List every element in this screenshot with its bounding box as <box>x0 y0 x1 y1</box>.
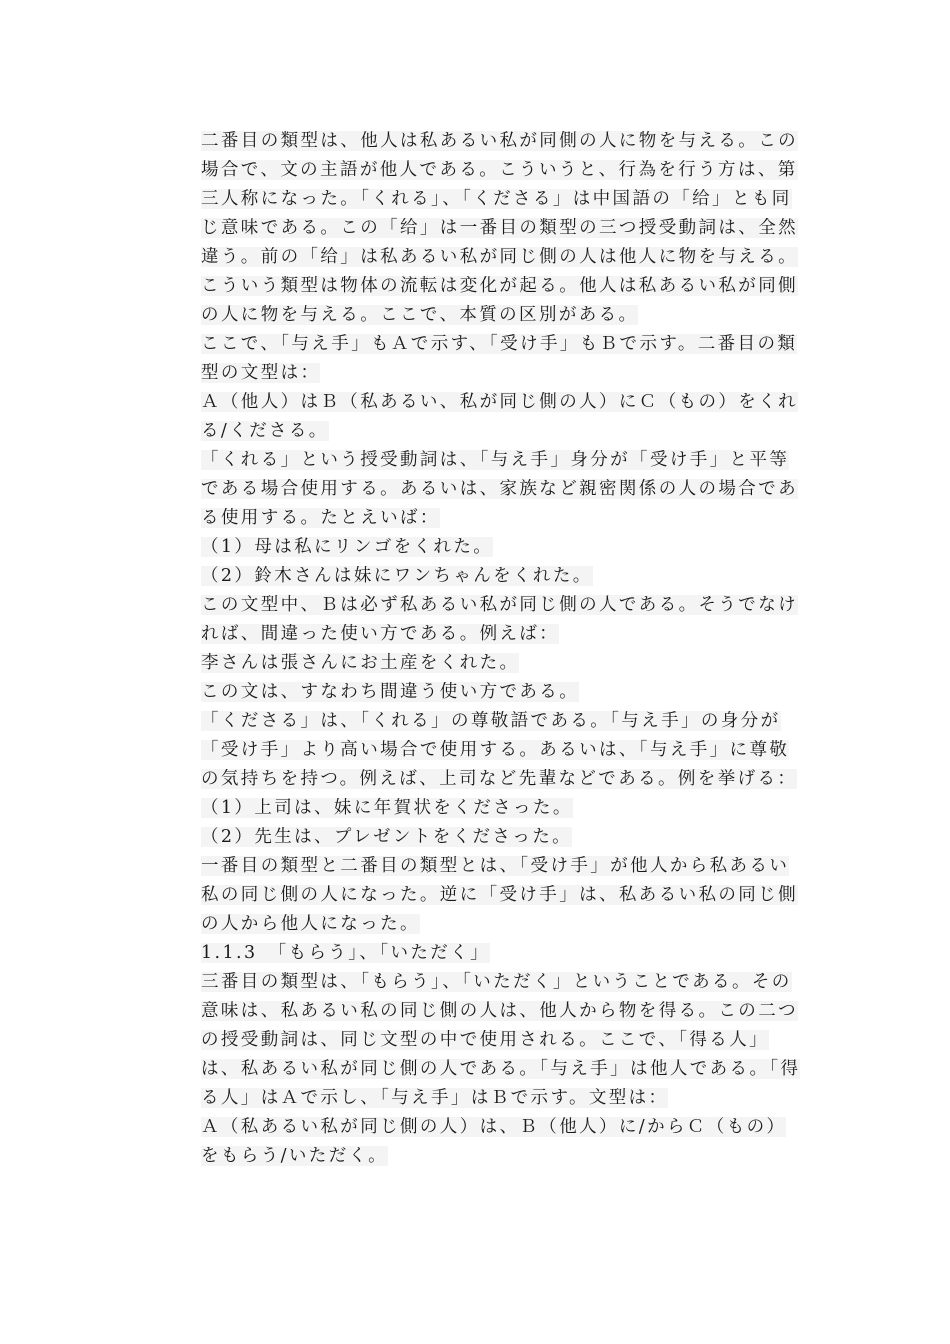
paragraph-text: この文は、すなわち間違う使い方である。 <box>201 682 580 702</box>
paragraph <box>201 446 801 533</box>
paragraph <box>201 649 801 678</box>
paragraph <box>201 1113 801 1171</box>
paragraph-text: （1）上司は、妹に年賀状をくださった。 <box>201 798 573 818</box>
paragraph <box>201 591 801 649</box>
paragraph <box>201 388 801 446</box>
paragraph-text: 三番目の類型は、「もらう」、「いただく」ということである。その意味は、私あるい私の同じ側の人は、他人から物を得る。この二つの授受動詞は、同じ文型の中で使用される。ここで、「得る人」は、私あるい私が同じ側の人である。「与え手」は他人である。「得る人」はＡで示し、「与え手」はＢで示す。文型は： <box>201 972 801 1108</box>
paragraph <box>201 562 801 591</box>
paragraph <box>201 707 801 794</box>
paragraph <box>201 678 801 707</box>
paragraph <box>201 330 801 388</box>
paragraph-text: 「くださる」は、「くれる」の尊敬語である。「与え手」の身分が「受け手」より高い場合で使用する。あるいは、「与え手」に尊敬の気持ちを持つ。例えば、上司など先輩などである。例を挙げる： <box>201 711 798 789</box>
paragraph <box>201 968 801 1113</box>
section-heading-text: 1.1.3 「もらう」、「いただく」 <box>201 943 490 963</box>
section-heading <box>201 939 801 968</box>
paragraph-text: 「くれる」という授受動詞は、「与え手」身分が「受け手」と平等である場合使用する。あるいは、家族など親密関係の人の場合である使用する。たとえいば： <box>201 450 798 528</box>
paragraph-text: （2）先生は、プレゼントをくださった。 <box>201 827 573 847</box>
paragraph-text: ここで、「与え手」もＡで示す、「受け手」もＢで示す。二番目の類型の文型は： <box>201 334 798 383</box>
paragraph <box>201 533 801 562</box>
paragraph-text: Ａ（他人）はＢ（私あるい、私が同じ側の人）にＣ（もの）をくれる/くださる。 <box>201 392 798 441</box>
paragraph-text: （2）鈴木さんは妹にワンちゃんをくれた。 <box>201 566 593 586</box>
paragraph-text: 一番目の類型と二番目の類型とは、「受け手」が他人から私あるい私の同じ側の人になった。逆に「受け手」は、私あるい私の同じ側の人から他人になった。 <box>201 856 798 934</box>
paragraph-text: Ａ（私あるい私が同じ側の人）は、Ｂ（他人）に/からＣ（もの）をもらう/いただく。 <box>201 1117 787 1166</box>
paragraph-text: 二番目の類型は、他人は私あるい私が同側の人に物を与える。この場合で、文の主語が他人である。こういうと、行為を行う方は、第三人称になった。「くれる」、「くださる」は中国語の「给」とも同じ意味である。この「给」は一番目の類型の三つ授受動詞は、全然違う。前の「给」は私あるい私が同じ側の人は他人に物を与える。こういう類型は物体の流転は変化が起る。他人は私あるい私が同側の人に物を与える。ここで、本質の区別がある。 <box>201 131 798 325</box>
paragraph-text: この文型中、Ｂは必ず私あるい私が同じ側の人である。そうでなければ、間違った使い方である。例えば： <box>201 595 798 644</box>
paragraph <box>201 794 801 823</box>
document-body <box>201 127 801 1171</box>
paragraph-text: 李さんは張さんにお土産をくれた。 <box>201 653 520 673</box>
paragraph <box>201 127 801 330</box>
paragraph-text: （1）母は私にリンゴをくれた。 <box>201 537 494 557</box>
paragraph <box>201 852 801 939</box>
paragraph <box>201 823 801 852</box>
